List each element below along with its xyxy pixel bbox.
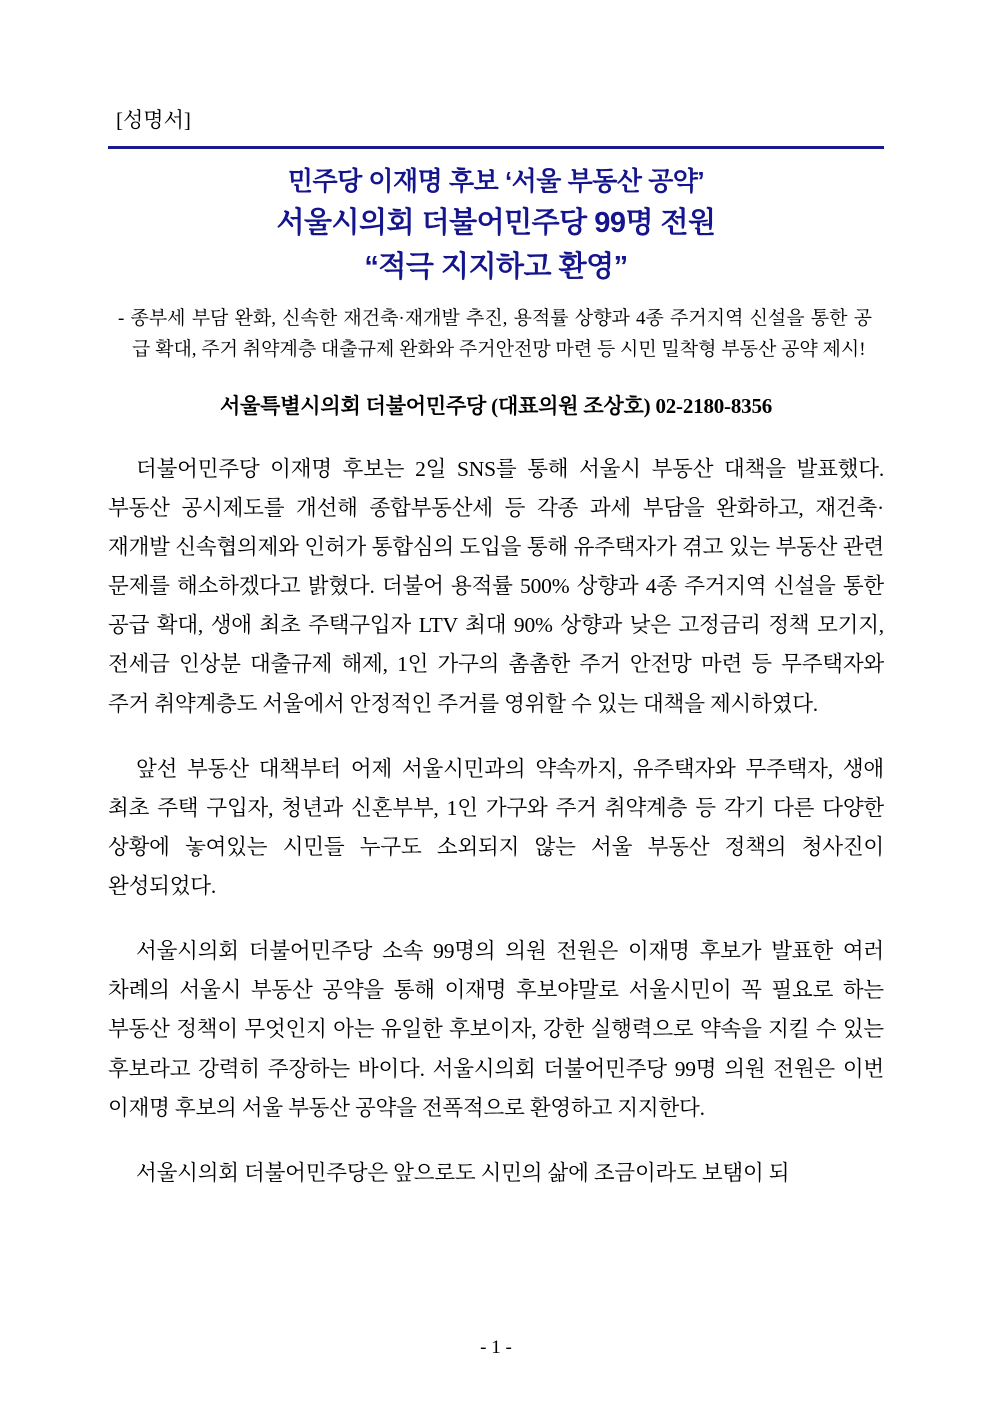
body-paragraph: 서울시의회 더불어민주당 소속 99명의 의원 전원은 이재명 후보가 발표한 여러 차례의 서울시 부동산 공약을 통해 이재명 후보야말로 서울시민이 꼭 필요로 하는 부동산 정책이 무엇인지 아는 유일한 후보이자, 강한 실행력으로 약속을 지킬 수 있는 후보라고 강력히 주장하는 바이다. 서울시의회 더불어민주당 99명 의원 전원은 이번 이재명 후보의 서울 부동산 공약을 전폭적으로 환영하고 지지한다. [108,939,884,1120]
page-title-line-1: 민주당 이재명 후보 ‘서울 부동산 공약’ [287,166,705,196]
header-divider-rule [108,146,884,149]
document-title-block [108,163,884,288]
document-type-tag: [성명서] [116,108,191,132]
document-subtitle: - 종부세 부담 완화, 신속한 재건축·재개발 추진, 용적률 상향과 4종 주거지역 신설을 통한 공급 확대, 주거 취약계층 대출규제 완화와 주거안전망 마련 등 시민 밀착형 부동산 공약 제시! [118,308,872,361]
body-paragraph: 더불어민주당 이재명 후보는 2일 SNS를 통해 서울시 부동산 대책을 발표했다. 부동산 공시제도를 개선해 종합부동산세 등 각종 과세 부담을 완화하고, 재건축·재개발 신속협의제와 인허가 통합심의 도입을 통해 유주택자가 겪고 있는 부동산 관련 문제를 해소하겠다고 밝혔다. 더불어 용적률 500% 상향과 4종 주거지역 신설을 통한 공급 확대, 생애 최초 주택구입자 LTV 최대 90% 상향과 낮은 고정금리 정책 모기지, 전세금 인상분 대출규제 해제, 1인 가구의 촘촘한 주거 안전망 마련 등 무주택자와 주거 취약계층도 서울에서 안정적인 주거를 영위할 수 있는 대책을 제시하였다. [108,456,884,716]
body-paragraph: 앞선 부동산 대책부터 어제 서울시민과의 약속까지, 유주택자와 무주택자, 생애 최초 주택 구입자, 청년과 신혼부부, 1인 가구와 주거 취약계층 등 각기 다른 다양한 상황에 놓여있는 시민들 누구도 소외되지 않는 서울 부동산 정책의 청사진이 완성되었다. [108,756,884,899]
page-title-line-2: 서울시의회 더불어민주당 99명 전원 [276,206,716,239]
contact-line: 서울특별시의회 더불어민주당 (대표의원 조상호) 02-2180-8356 [219,393,773,418]
document-body [108,450,884,1193]
body-paragraph: 서울시의회 더불어민주당은 앞으로도 시민의 삶에 조금이라도 보탬이 되 [136,1160,790,1185]
page-number: - 1 - [480,1337,512,1358]
page-title-line-3: “적극 지지하고 환영” [364,251,628,284]
